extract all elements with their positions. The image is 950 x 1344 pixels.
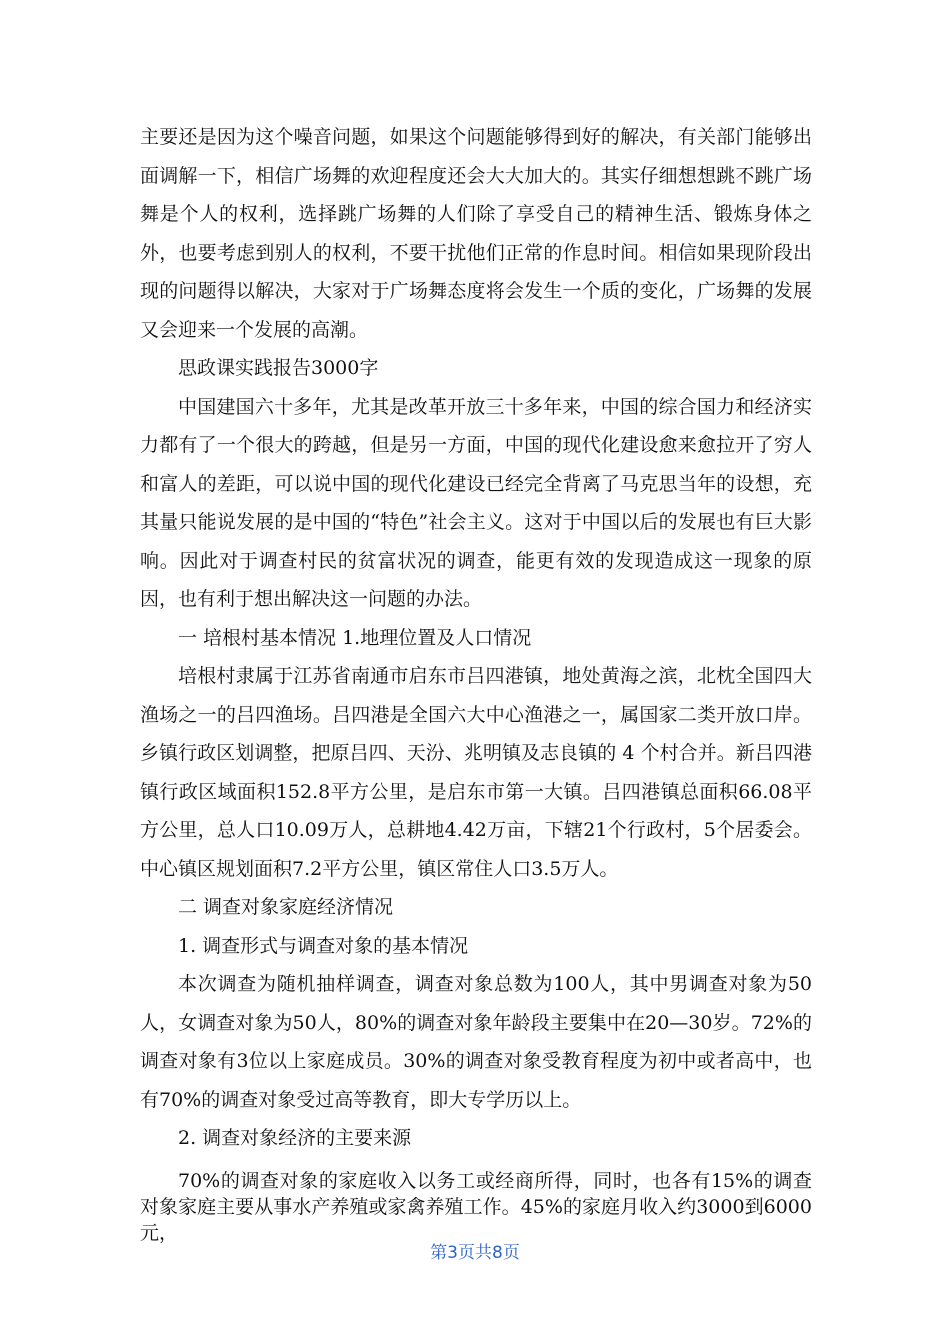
footer-suffix: 页 [502,1243,520,1263]
subheading-income-source: 2. 调查对象经济的主要来源 [178,1127,412,1149]
section-heading-household-economy: 二 调查对象家庭经济情况 [178,896,394,918]
footer-total-pages: 8 [492,1243,503,1263]
footer-middle: 页共 [458,1243,492,1263]
paragraph-income-source: 70%的调查对象的家庭收入以务工或经商所得，同时，也各有15%的调查对象家庭主要从事水产养殖或家禽养殖工作。45%的家庭月收入约3000到6000元， [140,1169,812,1244]
paragraph-noise-issue: 主要还是因为这个噪音问题，如果这个问题能够得到好的解决，有关部门能够出面调解一下，相信广场舞的欢迎程度还会大大加大的。其实仔细想想跳不跳广场舞是个人的权利，选择跳广场舞的人们除了享受自己的精神生活、锻炼身体之外，也要考虑到别人的权利，不要干扰他们正常的作息时间。相信如果现阶段出现的问题得以解决，大家对于广场舞态度将会发生一个质的变化，广场舞的发展又会迎来一个发展的高潮。 [140,126,812,341]
paragraph-village-geography: 培根村隶属于江苏省南通市启东市吕四港镇，地处黄海之滨，北枕全国四大渔场之一的吕四渔场。吕四港是全国六大中心渔港之一，属国家二类开放口岸。乡镇行政区划调整，把原吕四、天汾、兆明镇及志良镇的 4 个村合并。新吕四港镇行政区域面积152.8平方公里，是启东市第一大镇。吕四港镇总面积66.08平方公里，总人口10.09万人，总耕地4.42万亩，下辖21个行政村，5个居委会。中心镇区规划面积7.2平方公里，镇区常住人口3.5万人。 [140,665,812,880]
paragraph-introduction: 中国建国六十多年，尤其是改革开放三十多年来，中国的综合国力和经济实力都有了一个很大的跨越，但是另一方面，中国的现代化建设愈来愈拉开了穷人和富人的差距，可以说中国的现代化建设已经完全背离了马克思当年的设想，充其量只能说发展的是中国的“特色”社会主义。这对于中国以后的发展也有巨大影响。因此对于调查村民的贫富状况的调查，能更有效的发现造成这一现象的原因，也有利于想出解决这一问题的办法。 [140,395,812,610]
paragraph-survey-subjects: 本次调查为随机抽样调查，调查对象总数为100人，其中男调查对象为50人，女调查对象为50人，80%的调查对象年龄段主要集中在20—30岁。72%的调查对象有3位以上家庭成员。30%的调查对象受教育程度为初中或者高中，也有70%的调查对象受过高等教育，即大专学历以上。 [140,973,812,1111]
report-title: 思政课实践报告3000字 [178,357,379,379]
subheading-survey-form: 1. 调查形式与调查对象的基本情况 [178,934,469,957]
section-heading-village-basics: 一 培根村基本情况 1.地理位置及人口情况 [178,626,532,649]
footer-prefix: 第 [430,1243,448,1263]
document-body [140,118,812,1246]
footer-current-page: 3 [447,1243,458,1263]
page-footer [0,1238,950,1263]
